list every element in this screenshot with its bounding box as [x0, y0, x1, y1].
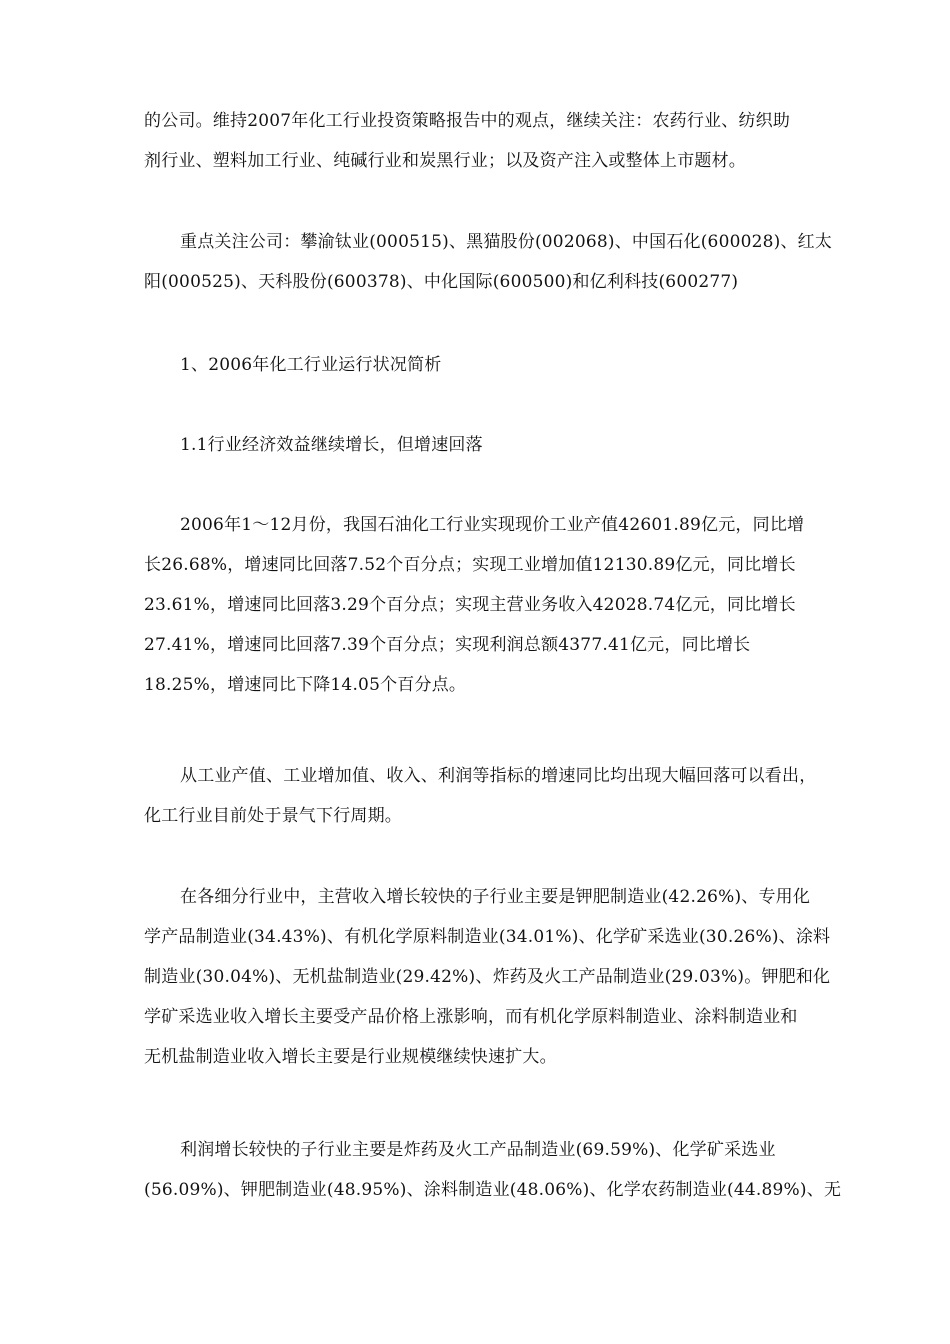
paragraph-revenue-growth [144, 877, 884, 1077]
paragraph-industry-output [144, 505, 884, 705]
text-line: 学矿采选业收入增长主要受产品价格上涨影响，而有机化学原料制造业、涂料制造业和 [144, 1007, 798, 1027]
text-line: 从工业产值、工业增加值、收入、利润等指标的增速同比均出现大幅回落可以看出， [180, 766, 817, 786]
text-line: 阳(000525)、天科股份(600378)、中化国际(600500)和亿利科技(600277) [144, 272, 739, 292]
text-line: 无机盐制造业收入增长主要是行业规模继续快速扩大。 [144, 1047, 557, 1067]
paragraph-key-companies [144, 222, 884, 302]
text-line: 重点关注公司：攀渝钛业(000515)、黑猫股份(002068)、中国石化(600028)、红太 [180, 232, 833, 252]
text-line: 学产品制造业(34.43%)、有机化学原料制造业(34.01%)、化学矿采选业(30.26%)、涂料 [144, 927, 831, 947]
text-line: 在各细分行业中，主营收入增长较快的子行业主要是钾肥制造业(42.26%)、专用化 [180, 887, 811, 907]
text-line: (56.09%)、钾肥制造业(48.95%)、涂料制造业(48.06%)、化学农药制造业(44.89%)、无 [144, 1180, 842, 1200]
text-line: 制造业(30.04%)、无机盐制造业(29.42%)、炸药及火工产品制造业(29.03%)。钾肥和化 [144, 967, 831, 987]
text-line: 化工行业目前处于景气下行周期。 [144, 806, 402, 826]
heading-text: 1.1行业经济效益继续增长，但增速回落 [180, 435, 483, 455]
text-line: 利润增长较快的子行业主要是炸药及火工产品制造业(69.59%)、化学矿采选业 [180, 1140, 776, 1160]
paragraph-cycle [144, 756, 884, 836]
text-line: 长26.68%，增速同比回落7.52个百分点；实现工业增加值12130.89亿元，同比增长 [144, 555, 796, 575]
section-heading [144, 345, 884, 385]
paragraph-profit-growth [144, 1130, 884, 1210]
text-line: 2006年1～12月份，我国石油化工行业实现现价工业产值42601.89亿元，同比增 [180, 515, 805, 535]
text-line: 18.25%，增速同比下降14.05个百分点。 [144, 675, 467, 695]
text-line: 23.61%，增速同比回落3.29个百分点；实现主营业务收入42028.74亿元，同比增长 [144, 595, 796, 615]
heading-text: 1、2006年化工行业运行状况简析 [180, 355, 442, 375]
subsection-heading [144, 425, 884, 465]
paragraph-investment-view [144, 101, 884, 181]
text-line: 的公司。维持2007年化工行业投资策略报告中的观点，继续关注：农药行业、纺织助 [144, 111, 791, 131]
text-line: 27.41%，增速同比回落7.39个百分点；实现利润总额4377.41亿元，同比增长 [144, 635, 751, 655]
text-line: 剂行业、塑料加工行业、纯碱行业和炭黑行业；以及资产注入或整体上市题材。 [144, 151, 746, 171]
